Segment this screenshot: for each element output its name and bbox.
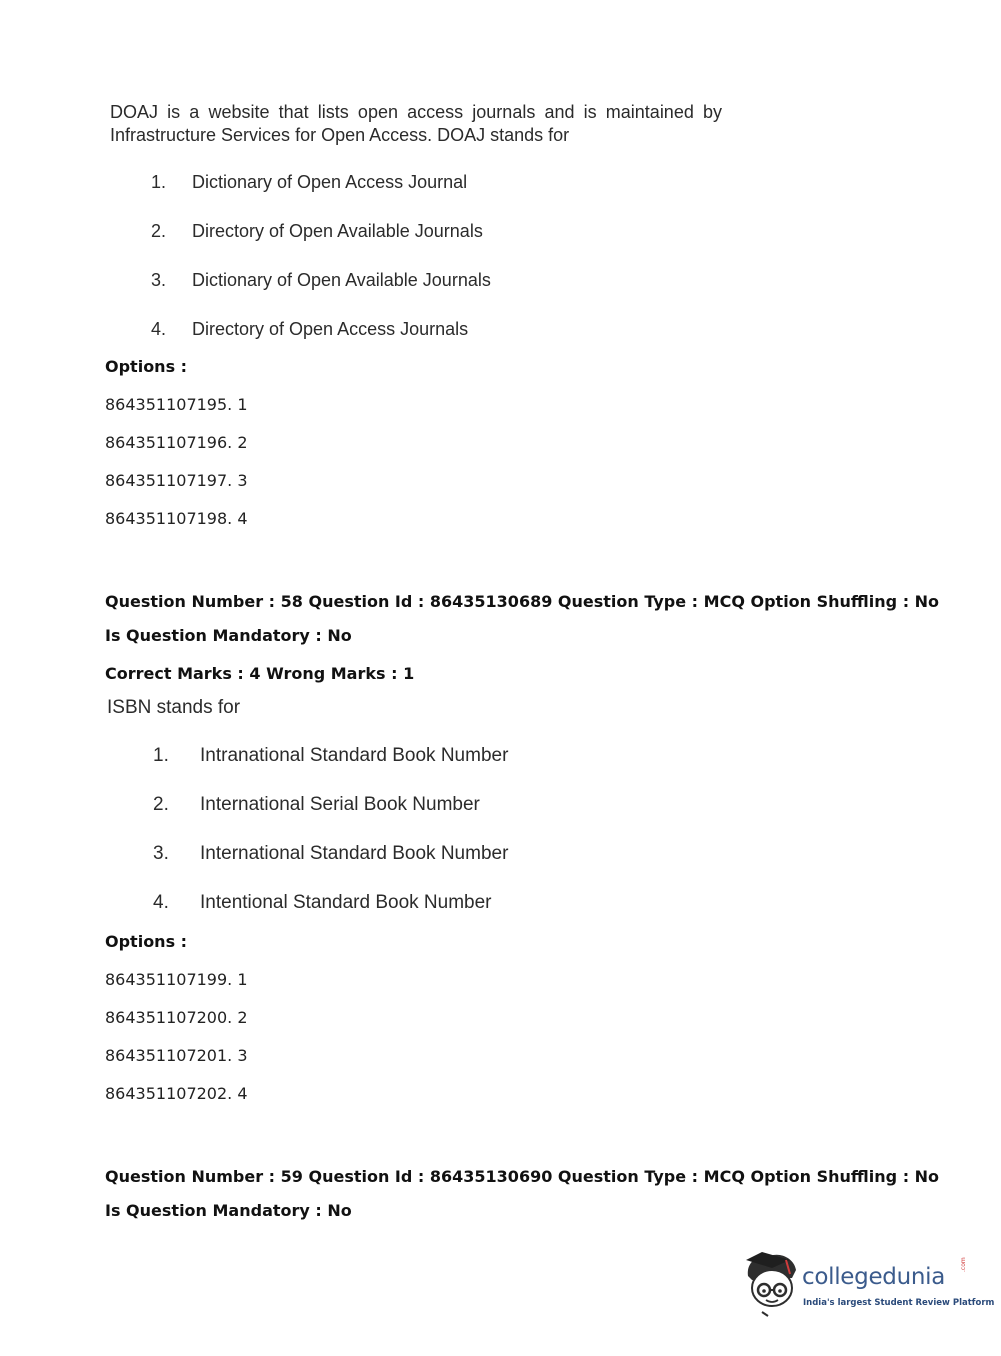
q57-question-line2: Infrastructure Services for Open Access. DOAJ stands for xyxy=(110,125,570,145)
choice-text: Directory of Open Access Journals xyxy=(192,319,469,339)
q58-options-label: Options : xyxy=(105,932,188,951)
q57-choice-2 xyxy=(151,221,483,242)
choice-number: 3. xyxy=(153,843,169,864)
q59-meta-line1: Question Number : 59 Question Id : 86435130690 Question Type : MCQ Option Shuffling : No xyxy=(105,1167,940,1186)
choice-text: International Serial Book Number xyxy=(200,794,480,815)
choice-text: Dictionary of Open Access Journal xyxy=(192,172,468,192)
q57-choice-3 xyxy=(151,270,491,291)
q57-option-4: 864351107198. 4 xyxy=(105,509,248,528)
q58-choice-3 xyxy=(153,843,508,865)
choice-text: Intentional Standard Book Number xyxy=(200,892,492,913)
q58-option-4: 864351107202. 4 xyxy=(105,1084,248,1103)
q58-option-1: 864351107199. 1 xyxy=(105,970,248,989)
choice-number: 1. xyxy=(151,172,167,192)
choice-number: 4. xyxy=(153,892,169,913)
q58-option-2: 864351107200. 2 xyxy=(105,1008,248,1027)
q57-option-1: 864351107195. 1 xyxy=(105,395,248,414)
q57-option-3: 864351107197. 3 xyxy=(105,471,248,490)
q59-meta-line2: Is Question Mandatory : No xyxy=(105,1201,352,1220)
choice-number: 1. xyxy=(153,745,169,766)
q58-meta-line1: Question Number : 58 Question Id : 86435130689 Question Type : MCQ Option Shuffling : No xyxy=(105,592,940,611)
choice-number: 3. xyxy=(151,270,167,290)
choice-number: 2. xyxy=(153,794,169,815)
logo-tagline: India's largest Student Review Platform xyxy=(803,1298,995,1308)
choice-text: Directory of Open Available Journals xyxy=(192,221,483,241)
q58-choice-1 xyxy=(153,745,508,767)
choice-text: Dictionary of Open Available Journals xyxy=(192,270,491,290)
q57-options-label: Options : xyxy=(105,357,188,376)
mascot-icon xyxy=(742,1248,802,1318)
q58-question: ISBN stands for xyxy=(107,697,241,718)
logo-name: collegedunia xyxy=(802,1264,946,1290)
q57-question-line1: DOAJ is a website that lists open access journals and is maintained by xyxy=(110,102,722,122)
choice-number: 2. xyxy=(151,221,167,241)
choice-text: International Standard Book Number xyxy=(200,843,509,864)
q58-choice-4 xyxy=(153,892,492,914)
q57-choice-1 xyxy=(151,172,467,193)
choice-text: Intranational Standard Book Number xyxy=(200,745,509,766)
collegedunia-logo xyxy=(742,1248,995,1318)
choice-number: 4. xyxy=(151,319,167,339)
q57-option-2: 864351107196. 2 xyxy=(105,433,248,452)
q58-meta-line2: Is Question Mandatory : No xyxy=(105,626,352,645)
q58-option-3: 864351107201. 3 xyxy=(105,1046,248,1065)
q58-marks: Correct Marks : 4 Wrong Marks : 1 xyxy=(105,664,415,683)
q57-choice-4 xyxy=(151,319,468,340)
logo-com: .com xyxy=(960,1257,967,1272)
q58-choice-2 xyxy=(153,794,480,816)
